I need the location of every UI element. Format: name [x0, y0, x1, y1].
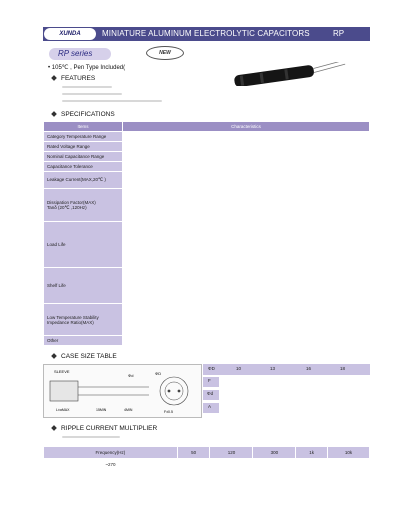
case-drawing [43, 364, 202, 418]
col-items: Items [44, 122, 123, 132]
table-row [44, 189, 370, 222]
new-badge-text: NEW [159, 50, 171, 56]
case-diameter-label: ΦD [155, 371, 162, 376]
features-heading: FEATURES [61, 75, 96, 82]
ripple-header-cell: 10k [328, 447, 370, 459]
case-heading-row [52, 353, 117, 360]
ripple-heading-row [52, 425, 157, 432]
specifications-heading: SPECIFICATIONS [61, 111, 115, 118]
capacitor-image [230, 62, 348, 86]
table-row [44, 336, 370, 346]
ripple-header-cell: 120 [210, 447, 253, 459]
table-row [44, 459, 370, 471]
specifications-table [43, 121, 370, 346]
bullet-diamond-icon [51, 75, 57, 81]
table-row [44, 222, 370, 268]
spec-item: Load Life [44, 222, 123, 268]
spec-item: Category Temperature Range [44, 132, 123, 142]
features-heading-row [52, 75, 95, 82]
spec-item: Other [44, 336, 123, 346]
ripple-header-cell: Frequency(Hz) [44, 447, 178, 459]
ripple-header-cell: 300 [253, 447, 296, 459]
lead-min-label: 15MIN [96, 408, 107, 412]
case-row-label-bg [203, 377, 219, 387]
bullet-diamond-icon [51, 353, 57, 359]
lead-diameter-label: Φd [128, 373, 134, 378]
series-label: RP series [58, 49, 93, 58]
ripple-header-cell: 1k [296, 447, 328, 459]
sleeve-label: SLEEVE [54, 369, 70, 374]
case-header-cell: 13 [270, 366, 276, 371]
table-row [44, 132, 370, 142]
case-header-cell: ΦD [208, 366, 215, 371]
case-row-label: A [208, 404, 212, 409]
table-row [44, 172, 370, 189]
ripple-heading: RIPPLE CURRENT MULTIPLIER [61, 425, 158, 432]
lead-min-label-2: 4MIN [124, 408, 133, 412]
features-line [62, 86, 112, 88]
spec-item: Leakage Current(MAX,20℃ ) [44, 172, 123, 189]
case-header-cell: 10 [236, 366, 242, 371]
spec-header-row [44, 122, 370, 132]
spec-item: Dissipation Factor(MAX) Tanδ (20℃ ,120Hz) [44, 189, 123, 222]
case-size-heading: CASE SIZE TABLE [61, 353, 117, 360]
case-header-cell: 16 [306, 366, 312, 371]
length-label: L±αMAX [56, 408, 70, 412]
spec-item: Low Temperature Stability Impedance Ratio(MAX) [44, 304, 123, 336]
ripple-header-cell: 50 [177, 447, 210, 459]
table-row [44, 142, 370, 152]
series-code: RP [333, 29, 345, 38]
logo-text: XUNDA [59, 31, 81, 37]
col-characteristics: Characteristics [123, 122, 370, 132]
spec-heading-row [52, 111, 115, 118]
brand-logo [44, 28, 96, 40]
ripple-header-row [44, 447, 370, 459]
ripple-subline [62, 436, 120, 438]
bullet-diamond-icon [51, 111, 57, 117]
case-row-label: F [208, 378, 211, 383]
table-row [44, 268, 370, 304]
dimension-drawing [44, 365, 201, 417]
new-badge [146, 46, 184, 60]
ripple-row-label: ~270 [44, 459, 178, 471]
series-note: • 105℃ , Pen Type Included( [48, 65, 126, 71]
features-line [62, 93, 122, 95]
spec-item: Shelf Life [44, 268, 123, 304]
spec-item: Nominal Capacitance Range [44, 152, 123, 162]
table-row [44, 152, 370, 162]
bullet-diamond-icon [51, 425, 57, 431]
features-line [62, 100, 162, 102]
ripple-table [43, 446, 370, 471]
table-row [44, 304, 370, 336]
case-header-cell: 18 [340, 366, 346, 371]
table-row [44, 162, 370, 172]
case-row-label: Φd [207, 391, 214, 396]
spec-item: Capacitance Tolerance [44, 162, 123, 172]
pitch-label: F±0.5 [164, 410, 173, 414]
page-title: MINIATURE ALUMINUM ELECTROLYTIC CAPACITORS [102, 29, 310, 38]
spec-item: Rated Voltage Range [44, 142, 123, 152]
